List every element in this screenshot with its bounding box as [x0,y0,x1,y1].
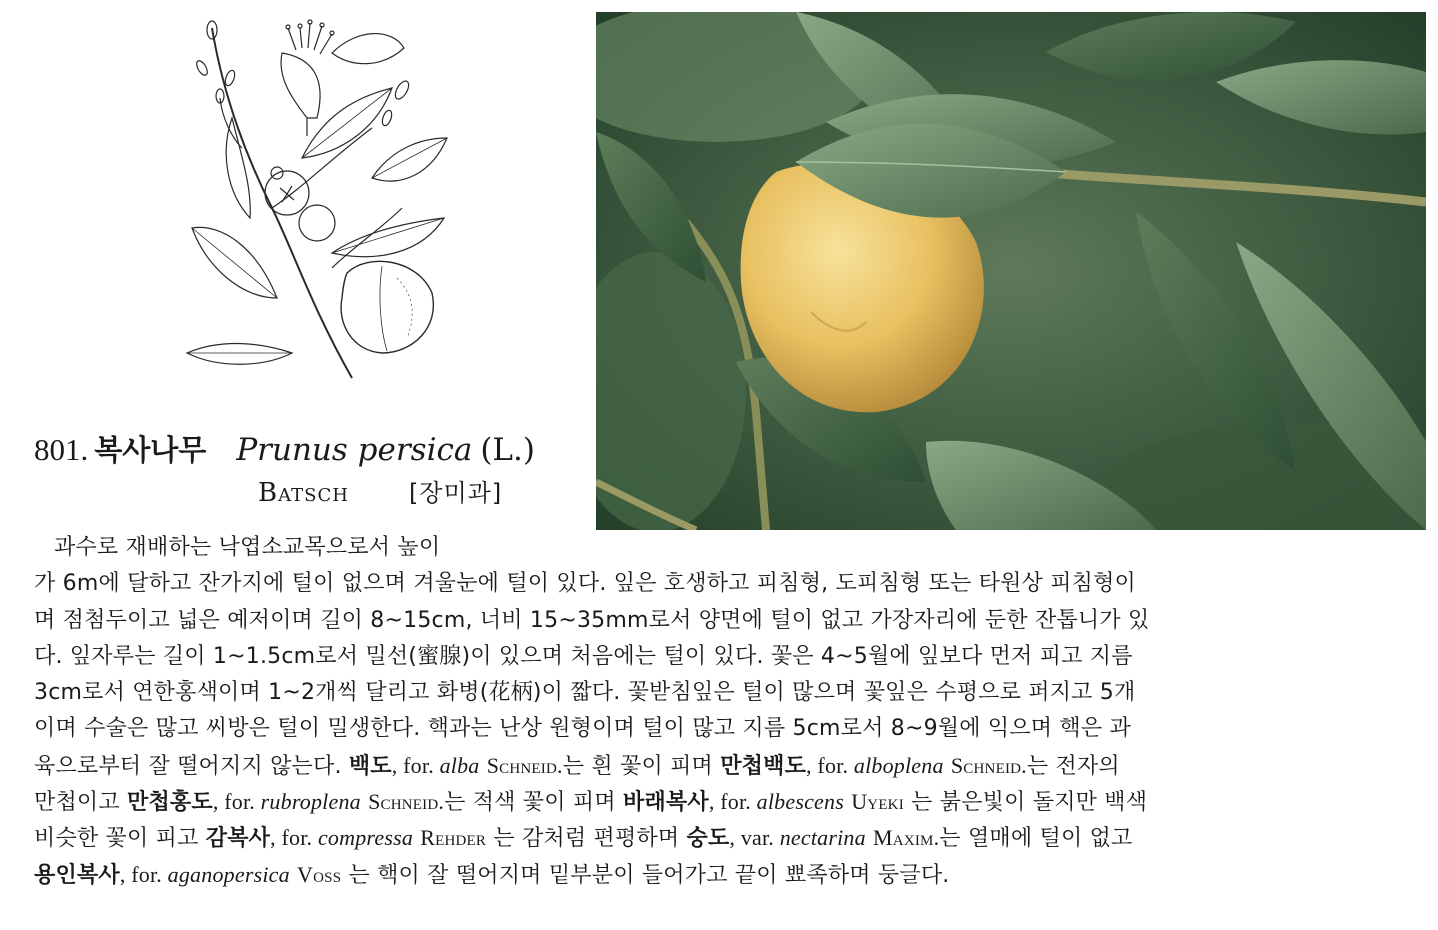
scientific-name: Prunus persica [236,432,473,468]
description-line: 이며 수술은 많고 씨방은 털이 밀생한다. 핵과는 난상 원형이며 털이 많고 지름 5cm로서 8~9월에 익으며 핵은 과 [34,716,1131,742]
description-line: 비슷한 꽃이 피고 감복사, for. compressa Rehder 는 감처럼 편평하며 숭도, var. nectarina Maxim.는 열매에 털이 없고 [34,825,1133,852]
botanical-illustration [182,8,454,400]
cultivar-name: 백도 [348,753,392,779]
entry-title [34,430,535,470]
description-line: 3cm로서 연한홍색이며 1~2개씩 달리고 화병(花柄)이 짧다. 꽃받침잎은 털이 많으며 꽃잎은 수평으로 퍼지고 5개 [34,680,1136,706]
cultivar-name: 숭도 [686,826,730,852]
cultivar-name: 용인복사 [34,862,120,888]
cultivar-name: 만첩홍도 [127,790,213,816]
cultivar-name: 만첩백도 [720,753,807,779]
description-line: 가 6m에 달하고 잔가지에 털이 없으며 겨울눈에 털이 있다. 잎은 호생하고 피침형, 도피침형 또는 타원상 피침형이 [34,571,1137,597]
author-line [258,476,502,510]
peach-photo [596,12,1426,530]
description-line: 며 점첨두이고 넓은 예저이며 길이 8~15cm, 너비 15~35mm로서 양면에 털이 없고 가장자리에 둔한 잔톱니가 있 [34,607,1150,633]
description-line: 용인복사, for. aganopersica Voss 는 핵이 잘 떨어지며 밑부분이 들어가고 끝이 뾰족하며 둥글다. [34,861,950,888]
author-name: Batsch [258,478,349,508]
family-name: [장미과] [408,479,503,507]
description-line: 다. 잎자루는 길이 1~1.5cm로서 밀선(蜜腺)이 있으며 처음에는 털이 있다. 꽃은 4~5월에 잎보다 먼저 피고 지름 [34,643,1133,669]
cultivar-name: 감복사 [205,826,271,852]
description-line: 만첩이고 만첩홍도, for. rubroplena Schneid.는 적색 꽃이 피며 바래복사, for. albescens Uyeki 는 붉은빛이 돌지만 백색 [34,789,1148,816]
cultivar-name: 바래복사 [623,790,709,816]
description-text [34,530,1426,893]
description-line: 과수로 재배하는 낙엽소교목으로서 높이 [54,535,441,560]
description-line: 육으로부터 잘 떨어지지 않는다. 백도, for. alba Schneid.는 흰 꽃이 피며 만첩백도, for. alboplena Schneid.는 전자의 [34,752,1120,779]
korean-name: 복사나무 [94,433,207,467]
author-abbrev: (L.) [480,432,535,468]
entry-number: 801. [34,432,89,467]
